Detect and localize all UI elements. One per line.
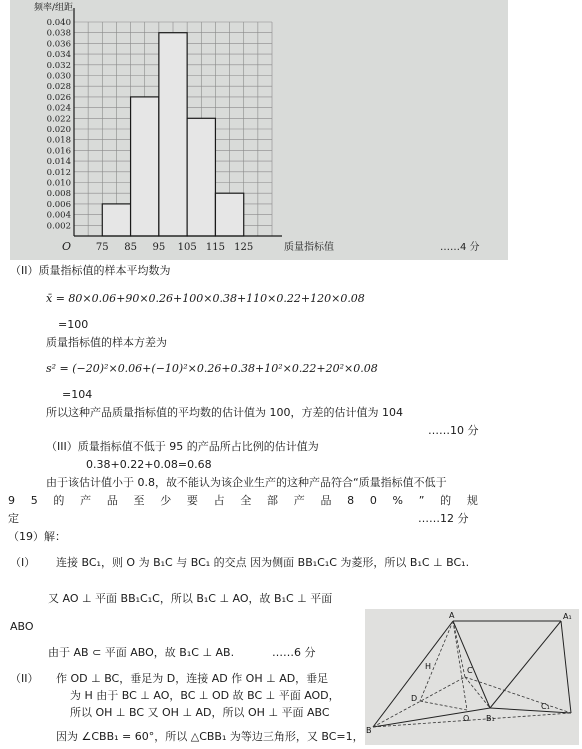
y-tick-label: 0.022	[46, 114, 71, 125]
justified-char: 产	[293, 494, 305, 507]
segment-a-o	[453, 621, 467, 710]
y-tick-label: 0.006	[46, 199, 71, 210]
y-tick-label: 0.038	[46, 28, 71, 39]
edge-b-b1	[373, 708, 490, 727]
justified-char: 占	[213, 494, 225, 507]
part3-line2	[8, 494, 478, 508]
y-tick-label: 0.016	[46, 146, 71, 157]
justified-char: 品	[320, 494, 332, 507]
justified-char: %	[392, 494, 403, 507]
justified-char: 全	[240, 494, 252, 507]
q19-part2-label: （II）	[10, 672, 39, 685]
y-tick-label: 0.018	[46, 135, 71, 146]
label-c: C	[467, 666, 473, 675]
part3-heading: （III）质量指标值不低于 95 的产品所占比例的估计值为	[46, 440, 319, 453]
q19-part1-line4: 由于 AB ⊂ 平面 ABO，故 B₁C ⊥ AB.	[48, 646, 235, 659]
x-tick-label: 85	[124, 242, 137, 253]
part3-line3: 定	[8, 512, 19, 525]
y-tick-label: 0.032	[46, 60, 71, 71]
part2-score: ……10 分	[428, 424, 479, 437]
y-tick-label: 0.040	[46, 18, 71, 28]
q19-part1-line2: 又 AO ⊥ 平面 BB₁C₁C，所以 B₁C ⊥ AO，故 B₁C ⊥ 平面	[48, 592, 333, 605]
label-b1: B₁	[486, 714, 495, 723]
x-tick-label: 75	[95, 242, 109, 253]
q19-part2-line4: 因为 ∠CBB₁ = 60°，所以 △CBB₁ 为等边三角形，又 BC=1，	[56, 730, 364, 743]
justified-char: ”	[418, 494, 425, 507]
prism-diagram	[365, 609, 579, 745]
justified-char: 要	[186, 494, 198, 507]
edge-b-a	[373, 621, 453, 727]
mean-result: =100	[58, 318, 89, 331]
label-b: B	[366, 726, 372, 735]
justified-char: 品	[106, 494, 118, 507]
label-o: O	[463, 714, 470, 723]
justified-char: 8	[347, 494, 355, 507]
mean-expression: x̄ = 80×0.06+90×0.26+100×0.38+110×0.22+120×0.08	[46, 292, 365, 305]
x-tick-label: 105	[177, 242, 197, 253]
part3-score: ……12 分	[418, 512, 469, 525]
q19-part1-label: （I）	[10, 556, 36, 569]
y-axis-label: 频率/组距	[34, 3, 74, 13]
part3-calc: 0.38+0.22+0.08=0.68	[86, 458, 212, 471]
label-a: A	[449, 611, 455, 620]
justified-char: 少	[160, 494, 172, 507]
x-axis-label: 质量指标值	[284, 242, 334, 253]
justified-char: 产	[80, 494, 92, 507]
label-h: H	[425, 662, 432, 671]
y-tick-label: 0.012	[46, 167, 71, 178]
histogram-bar	[159, 33, 187, 236]
y-tick-label: 0.034	[46, 50, 71, 61]
edge-a1-c1	[561, 621, 571, 713]
q19-part1-line1: 连接 BC₁，则 O 为 B₁C 与 BC₁ 的交点 因为侧面 BB₁C₁C 为菱形，所以 B₁C ⊥ BC₁.	[56, 556, 470, 569]
segment-a-d	[420, 621, 453, 701]
y-tick-label: 0.030	[46, 71, 71, 82]
y-tick-label: 0.010	[46, 178, 71, 189]
x-tick-label: 95	[152, 242, 166, 253]
diag-c-b1	[465, 677, 490, 708]
q19-label: （19）解：	[8, 530, 66, 543]
q19-part2-line1: 作 OD ⊥ BC，垂足为 D，连接 AD 作 OH ⊥ AD，垂足	[56, 672, 329, 685]
justified-char: 5	[30, 494, 38, 507]
edge-c-c1	[465, 677, 571, 713]
label-d: D	[411, 694, 418, 703]
justified-char: 的	[440, 494, 452, 507]
y-tick-label: 0.008	[46, 189, 71, 200]
edge-b1-c1	[490, 708, 571, 713]
origin-label: O	[62, 240, 72, 253]
y-tick-label: 0.026	[46, 92, 71, 103]
histogram-bar	[102, 204, 130, 236]
segment-d-o	[420, 701, 467, 710]
y-tick-label: 0.014	[46, 157, 71, 168]
variance-result: =104	[62, 388, 93, 401]
y-tick-label: 0.024	[46, 103, 71, 114]
edge-a1-b1	[490, 621, 561, 708]
y-tick-label: 0.036	[46, 39, 71, 50]
q19-part2-line3: 所以 OH ⊥ BC 又 OH ⊥ AD，所以 OH ⊥ 平面 ABC	[70, 706, 330, 719]
label-a1: A₁	[563, 612, 572, 621]
y-tick-label: 0.002	[46, 221, 71, 232]
part2-conclusion: 所以这种产品质量指标值的平均数的估计值为 100，方差的估计值为 104	[46, 406, 403, 419]
part2-heading: （II）质量指标值的样本平均数为	[10, 264, 171, 277]
score-note: ……4 分	[440, 242, 480, 253]
y-tick-label: 0.004	[46, 210, 71, 221]
edge-a-b1	[453, 621, 490, 708]
justified-char: 的	[53, 494, 65, 507]
histogram-bar	[131, 97, 159, 236]
part3-line1: 由于该估计值小于 0.8，故不能认为该企业生产的这种产品符合“质量指标值不低于	[46, 476, 447, 489]
variance-heading: 质量指标值的样本方差为	[46, 336, 167, 349]
histogram-photo	[10, 0, 508, 260]
justified-char: 部	[267, 494, 279, 507]
variance-expression: s² = (−20)²×0.06+(−10)²×0.26+0.38+10²×0.22+20²×0.08	[46, 362, 378, 375]
histogram-bar	[215, 193, 243, 236]
label-c1: C₁	[541, 702, 550, 711]
justified-char: 0	[369, 494, 377, 507]
y-tick-label: 0.028	[46, 82, 71, 93]
x-tick-label: 115	[205, 242, 225, 253]
q19-part1-line3: ABO	[10, 620, 34, 633]
y-tick-label: 0.020	[46, 125, 71, 135]
prism-figure	[365, 609, 579, 745]
x-tick-label: 125	[234, 242, 254, 253]
q19-part2-line2: 为 H 由于 BC ⊥ AO，BC ⊥ OD 故 BC ⊥ 平面 AOD，	[70, 689, 340, 702]
justified-char: 规	[466, 494, 478, 507]
histogram-chart	[10, 0, 508, 260]
q19-part1-score: ……6 分	[272, 646, 316, 659]
justified-char: 9	[8, 494, 15, 507]
diag-b-c1	[373, 713, 571, 727]
histogram-bar	[187, 118, 215, 236]
edge-c-a	[453, 621, 465, 677]
justified-char: 至	[133, 494, 145, 507]
